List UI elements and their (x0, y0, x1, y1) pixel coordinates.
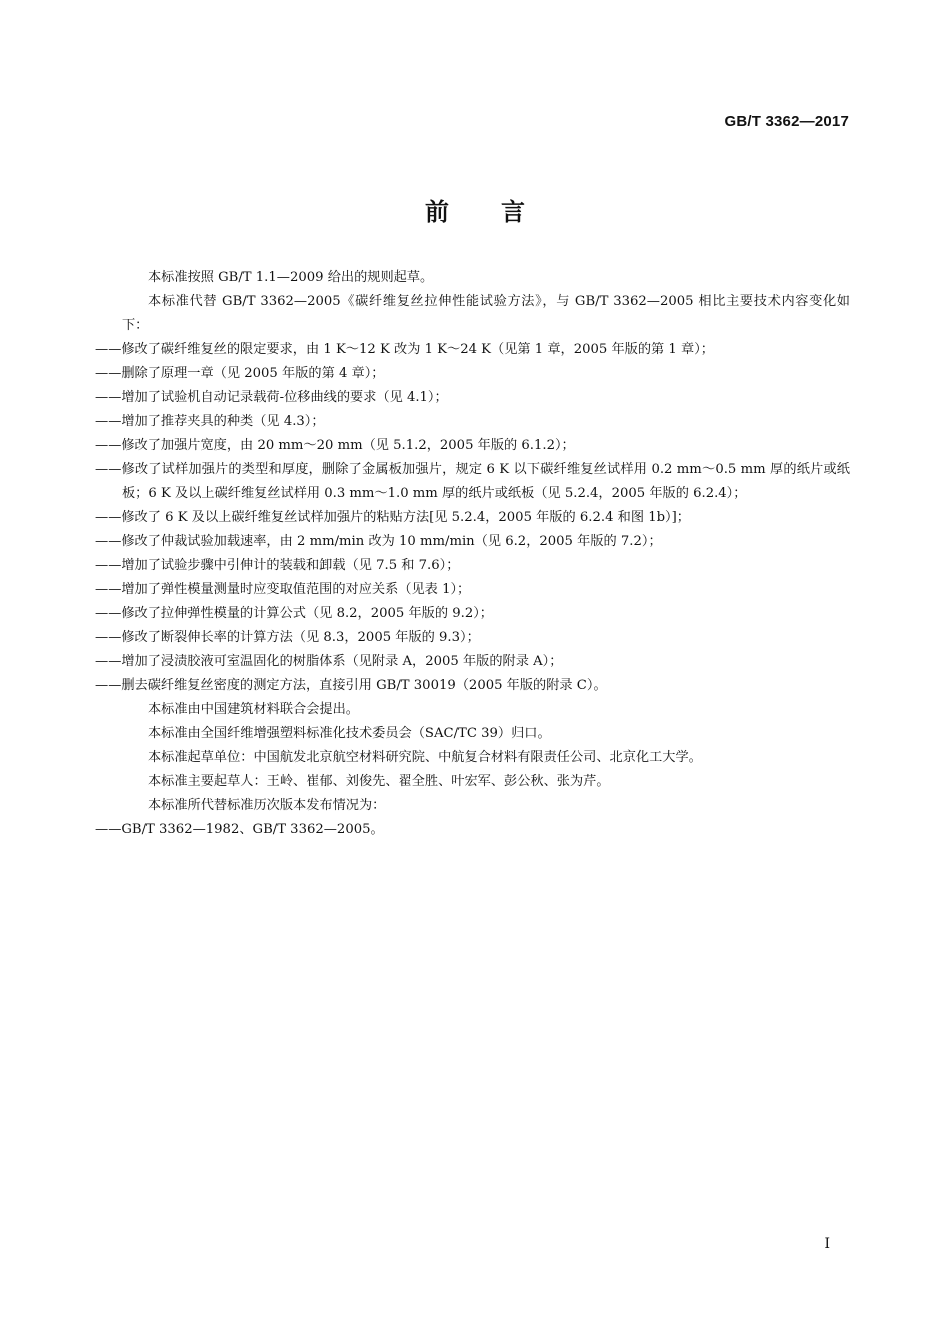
change-item: ——增加了试验步骤中引伸计的装载和卸载（见 7.5 和 7.6）； (95, 558, 460, 573)
change-item: ——修改了碳纤维复丝的限定要求，由 1 K～12 K 改为 1 K～24 K（见第 1 章，2005 年版的第 1 章）； (95, 342, 714, 357)
change-item: ——增加了试验机自动记录载荷-位移曲线的要求（见 4.1）； (95, 390, 448, 405)
replacement-paragraph: 本标准代替 GB/T 3362—2005《碳纤维复丝拉伸性能试验方法》，与 GB/T 3362—2005 相比主要技术内容变化如下： (122, 294, 850, 333)
drafters-paragraph: 本标准主要起草人：王岭、崔郁、刘俊先、翟全胜、叶宏军、彭公秋、张为芹。 (148, 774, 610, 789)
change-item: ——增加了推荐夹具的种类（见 4.3）； (95, 414, 325, 429)
change-item: ——删去碳纤维复丝密度的测定方法，直接引用 GB/T 30019（2005 年版的附录 C）。 (95, 678, 607, 693)
drafting-units-paragraph: 本标准起草单位：中国航发北京航空材料研究院、中航复合材料有限责任公司、北京化工大学。 (148, 750, 702, 765)
page-number: I (824, 1236, 830, 1252)
change-item: ——修改了 6 K 及以上碳纤维复丝试样加强片的粘贴方法[见 5.2.4，2005 年版的 6.2.4 和图 1b）]； (95, 510, 690, 525)
change-item: ——修改了断裂伸长率的计算方法（见 8.3，2005 年版的 9.3）； (95, 630, 480, 645)
proposer-paragraph: 本标准由中国建筑材料联合会提出。 (148, 702, 359, 717)
change-item: ——增加了弹性模量测量时应变取值范围的对应关系（见表 1）； (95, 582, 471, 597)
committee-paragraph: 本标准由全国纤维增强塑料标准化技术委员会（SAC/TC 39）归口。 (148, 726, 551, 741)
history-item: ——GB/T 3362—1982、GB/T 3362—2005。 (95, 822, 384, 837)
page-title: 前言 (425, 198, 577, 226)
history-intro-paragraph: 本标准所代替标准历次版本发布情况为： (148, 798, 386, 813)
drafting-rules-paragraph: 本标准按照 GB/T 1.1—2009 给出的规则起草。 (148, 270, 434, 285)
change-item: ——修改了拉伸弹性模量的计算公式（见 8.2，2005 年版的 9.2）； (95, 606, 493, 621)
document-body (95, 266, 850, 842)
change-item: ——修改了试样加强片的类型和厚度，删除了金属板加强片，规定 6 K 以下碳纤维复丝试样用 0.2 mm～0.5 mm 厚的纸片或纸板；6 K 及以上碳纤维复丝试样用 0.3 mm～1.0 mm 厚的纸片或纸板（见 5.2.4，2005 年版的 6.2.4）； (95, 462, 850, 501)
change-item: ——修改了仲裁试验加载速率，由 2 mm/min 改为 10 mm/min（见 6.2，2005 年版的 7.2）； (95, 534, 662, 549)
change-item: ——增加了浸渍胶液可室温固化的树脂体系（见附录 A，2005 年版的附录 A）； (95, 654, 563, 669)
change-item: ——删除了原理一章（见 2005 年版的第 4 章）； (95, 366, 385, 381)
standard-code: GB/T 3362—2017 (724, 113, 849, 130)
change-item: ——修改了加强片宽度，由 20 mm～20 mm（见 5.1.2，2005 年版的 6.1.2）； (95, 438, 575, 453)
